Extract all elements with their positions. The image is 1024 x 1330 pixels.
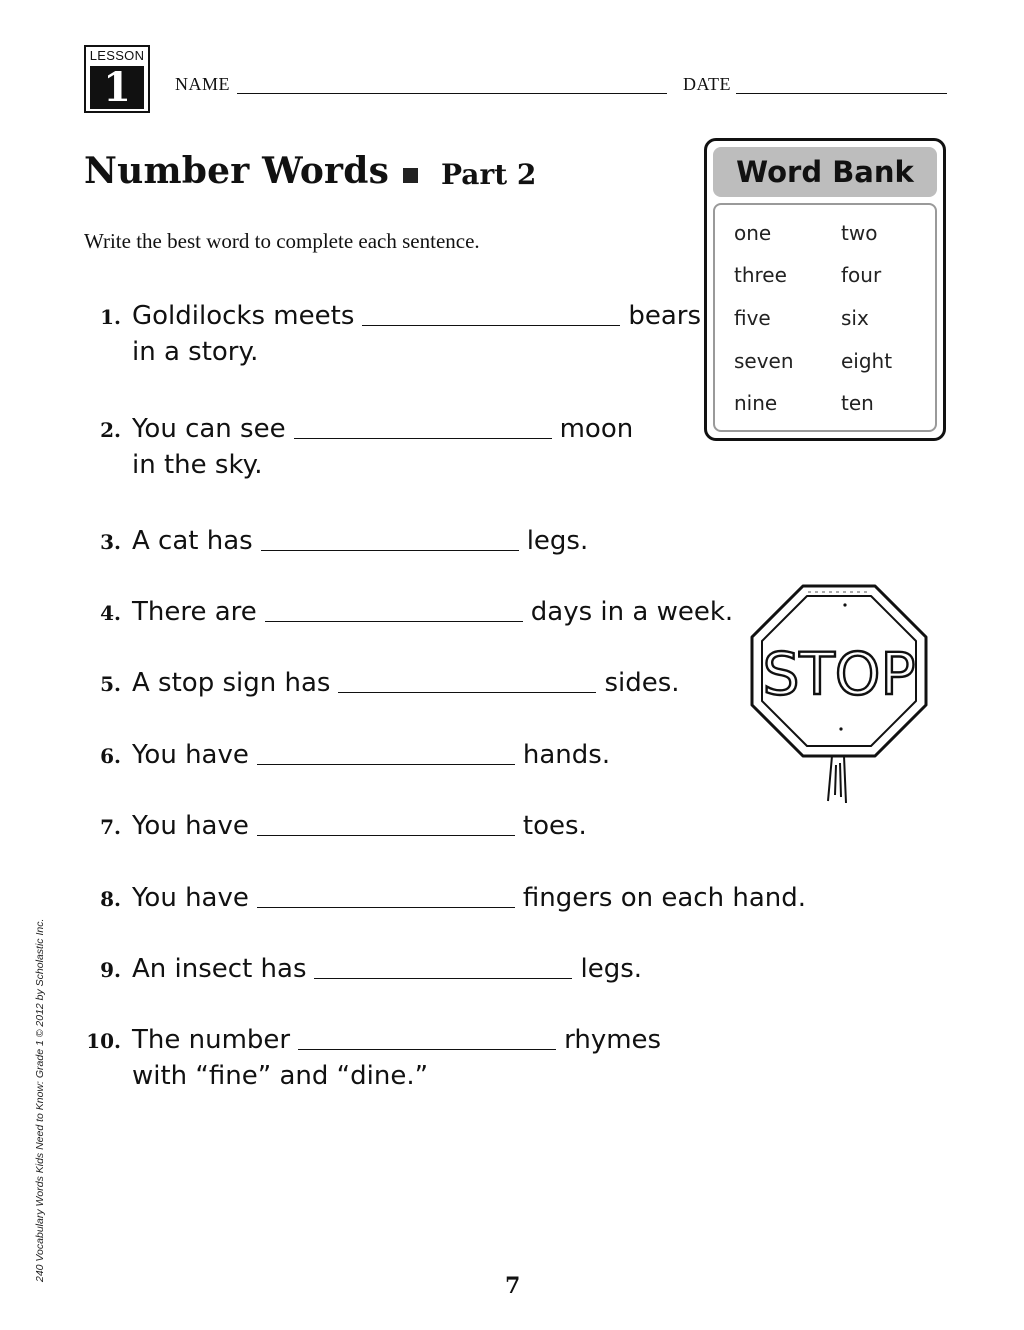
date-label: DATE (683, 74, 731, 94)
question-text-before: Goldilocks meets (132, 301, 355, 331)
question-number: 7. (100, 815, 121, 839)
word-bank (704, 138, 946, 441)
copyright-credit: 240 Vocabulary Words Kids Need to Know: Grade 1 © 2012 by Scholastic Inc. (34, 918, 46, 1282)
question-item (0, 877, 1024, 957)
question-continuation: in the sky. (132, 450, 263, 480)
question-number: 6. (100, 744, 121, 768)
answer-blank[interactable] (294, 410, 552, 439)
stop-sign-text: STOP (762, 640, 916, 708)
question-continuation: with “fine” and “dine.” (132, 1061, 429, 1091)
question-text-before: An insect has (132, 954, 307, 984)
answer-blank[interactable] (261, 522, 519, 551)
word-bank-word: nine (734, 391, 778, 415)
answer-blank[interactable] (362, 297, 620, 326)
page-title: Number Words (84, 150, 390, 192)
page-subtitle: Part 2 (441, 158, 537, 191)
name-field[interactable] (237, 93, 667, 94)
word-bank-word: five (734, 306, 771, 330)
word-bank-title: Word Bank (713, 147, 937, 197)
title-separator-square (403, 168, 418, 183)
page-number: 7 (505, 1273, 521, 1299)
word-bank-word: four (841, 263, 882, 287)
question-item (0, 805, 1024, 885)
name-label: NAME (175, 74, 230, 94)
question-text-after: sides. (604, 668, 680, 698)
question-number: 8. (100, 887, 121, 911)
question-text-before: You have (132, 811, 249, 841)
question-text-after: fingers on each hand. (522, 883, 807, 913)
question-text-before: There are (132, 597, 257, 627)
question-text-before: A cat has (132, 526, 253, 556)
answer-blank[interactable] (257, 736, 515, 765)
answer-blank[interactable] (265, 593, 523, 622)
question-text-after: days in a week. (530, 597, 734, 627)
question-number: 1. (100, 305, 121, 329)
stop-sign-illustration (748, 583, 930, 808)
answer-blank[interactable] (257, 807, 515, 836)
question-item (0, 295, 1024, 375)
instructions: Write the best word to complete each sentence. (84, 229, 480, 253)
date-field[interactable] (736, 93, 947, 94)
word-bank-word: seven (734, 349, 794, 373)
question-item (0, 948, 1024, 1028)
question-number: 4. (100, 601, 121, 625)
question-text-before: You have (132, 883, 249, 913)
word-bank-word: ten (841, 391, 874, 415)
answer-blank[interactable] (314, 950, 572, 979)
answer-blank[interactable] (338, 664, 596, 693)
answer-blank[interactable] (257, 879, 515, 908)
answer-blank[interactable] (298, 1021, 556, 1050)
question-number: 9. (100, 958, 121, 982)
question-number: 5. (100, 672, 121, 696)
word-bank-word: two (841, 221, 878, 245)
word-bank-word: eight (841, 349, 893, 373)
question-text-after: hands. (522, 740, 611, 770)
word-bank-word: three (734, 263, 787, 287)
question-text-before: A stop sign has (132, 668, 331, 698)
question-number: 3. (100, 530, 121, 554)
lesson-label: LESSON (89, 48, 145, 63)
question-text-after: legs. (580, 954, 643, 984)
word-bank-word: six (841, 306, 869, 330)
lesson-number: 1 (90, 66, 144, 109)
question-text-after: bears (628, 301, 702, 331)
question-text-after: rhymes (564, 1025, 662, 1055)
question-number: 2. (100, 418, 121, 442)
question-number: 10. (86, 1029, 121, 1053)
question-item (0, 408, 1024, 488)
question-text-after: moon (559, 414, 634, 444)
question-text-before: You have (132, 740, 249, 770)
question-text-after: legs. (526, 526, 589, 556)
question-item (0, 1019, 1024, 1099)
question-text-before: The number (132, 1025, 291, 1055)
question-text-before: You can see (132, 414, 286, 444)
word-bank-word: one (734, 221, 772, 245)
lesson-badge (84, 45, 150, 113)
question-text-after: toes. (522, 811, 587, 841)
question-continuation: in a story. (132, 337, 259, 367)
